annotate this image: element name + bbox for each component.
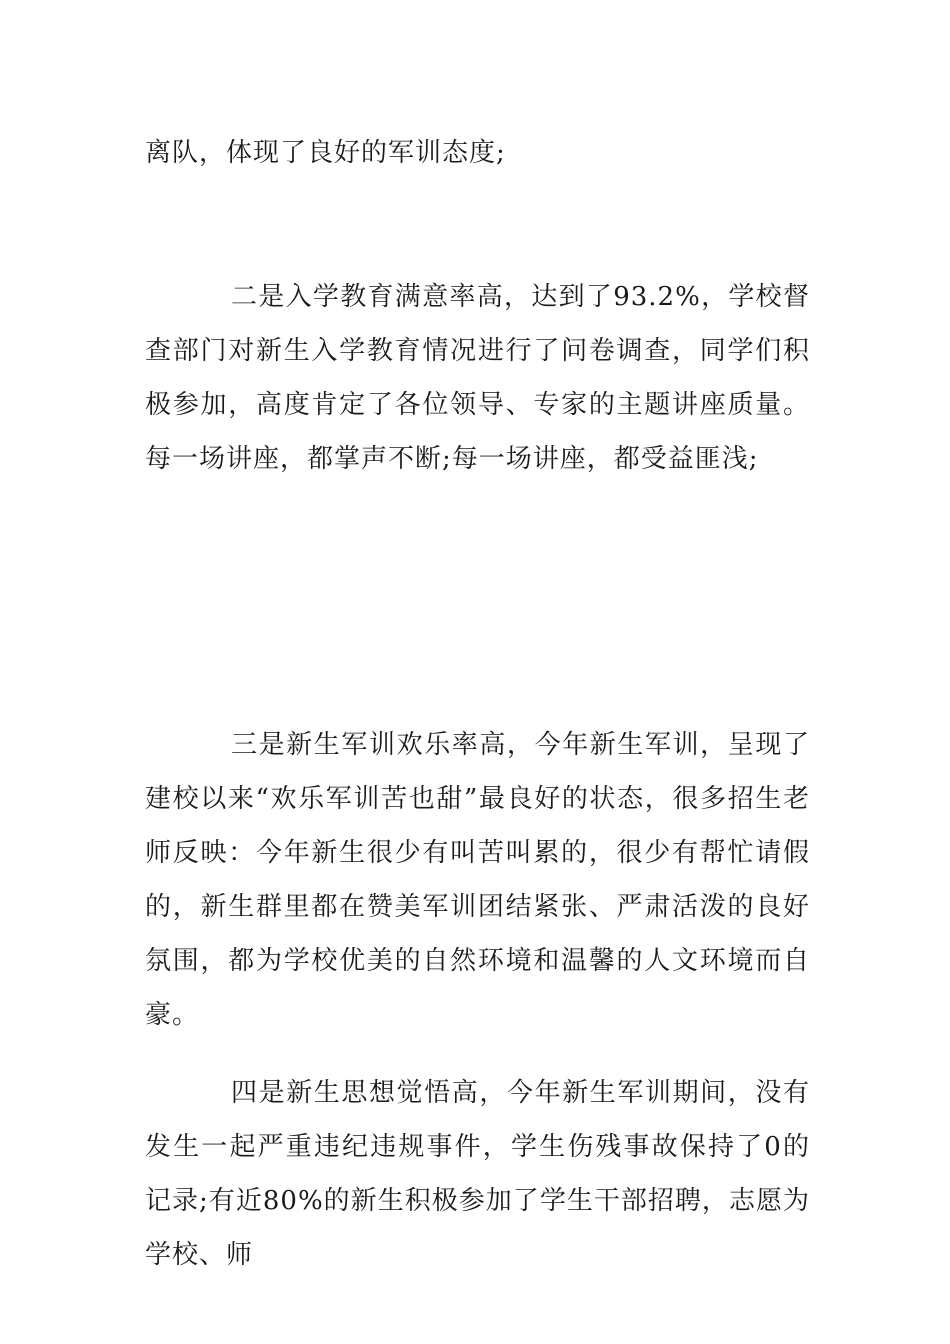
paragraph-ideological-awareness: 四是新生思想觉悟高，今年新生军训期间，没有发生一起严重违纪违规事件，学生伤残事故保持了0的记录;有近80%的新生积极参加了学生干部招聘，志愿为学校、师: [145, 1078, 810, 1270]
paragraph-enrollment-education: 二是入学教育满意率高，达到了93.2%，学校督查部门对新生入学教育情况进行了问卷调查，同学们积极参加，高度肯定了各位领导、专家的主题讲座质量。每一场讲座，都掌声不断;每一场讲座，都受益匪浅;: [145, 282, 810, 474]
paragraph-military-training: 三是新生军训欢乐率高，今年新生军训，呈现了建校以来“欢乐军训苦也甜”最良好的状态，很多招生老师反映：今年新生很少有叫苦叫累的，很少有帮忙请假的，新生群里都在赞美军训团结紧张、严肃活泼的良好氛围，都为学校优美的自然环境和温馨的人文环境而自豪。: [145, 730, 810, 1030]
paragraph-continuation: 离队，体现了良好的军训态度;: [145, 138, 506, 168]
